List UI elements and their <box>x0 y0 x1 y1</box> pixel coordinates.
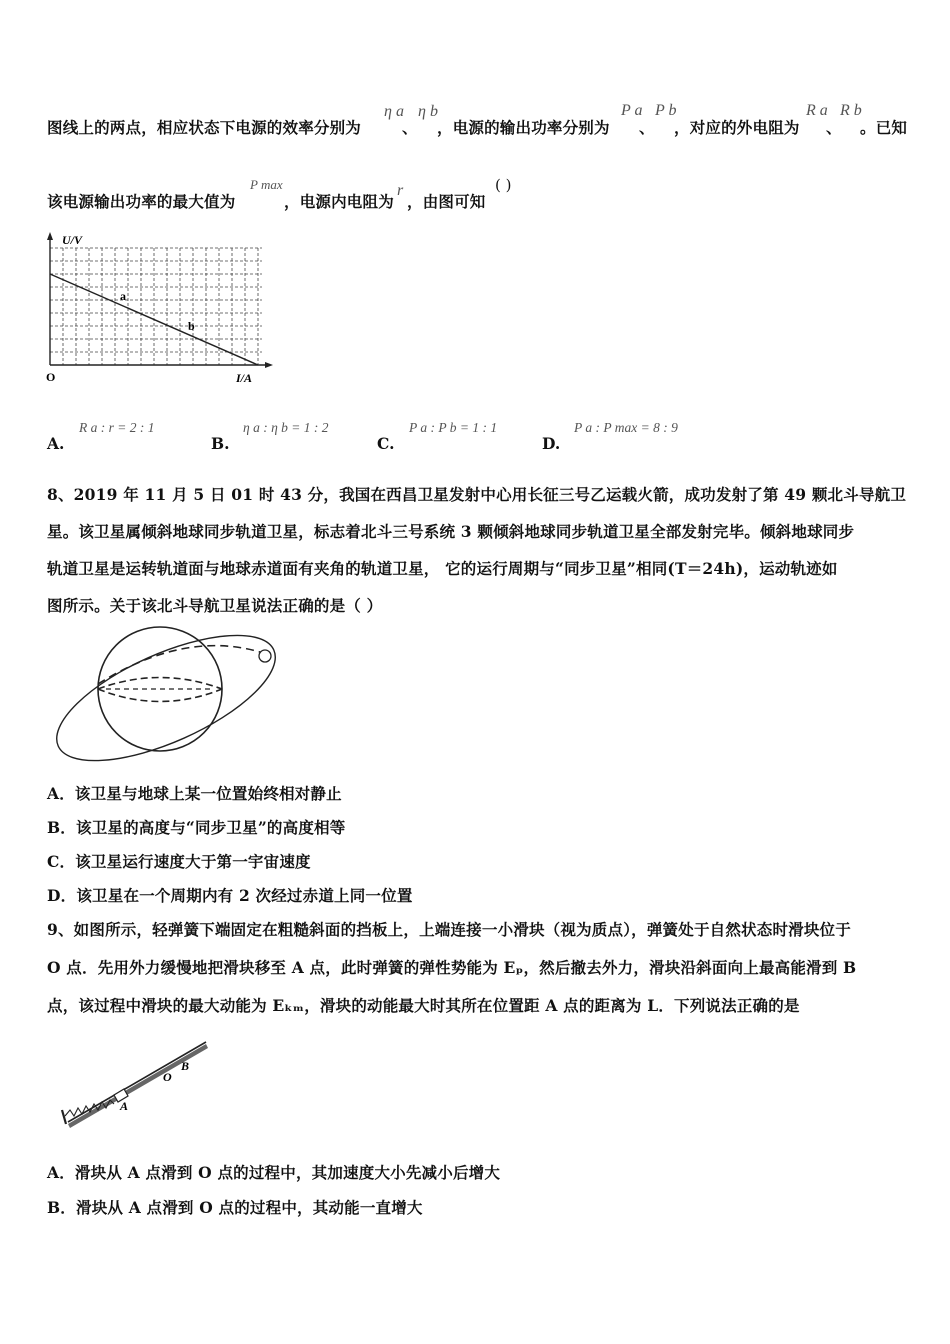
option-expr: P a : P max = 8 : 9 <box>574 420 678 435</box>
y-axis-arrow <box>47 232 53 240</box>
equator-front <box>98 689 222 702</box>
r-symbol: r <box>397 182 404 199</box>
q7-line2-part-c: ，由图可知 <box>407 192 486 211</box>
q7-line1-part-d: 。已知 <box>860 118 908 137</box>
equator-back <box>98 678 222 690</box>
q8-option-d[interactable]: D．该卫星在一个周期内有 2 次经过赤道上同一位置 <box>47 886 413 905</box>
q7-line2-part-a: 该电源输出功率的最大值为 <box>47 192 236 211</box>
option-expr: P a : P b = 1 : 1 <box>409 420 498 435</box>
option-letter: B. <box>211 434 230 453</box>
option-letter: C. <box>377 434 395 453</box>
q9-line2: O 点．先用外力缓慢地把滑块移至 A 点，此时弹簧的弹性势能为 Eₚ，然后撤去外力，滑块沿斜面向上最高能滑到 B <box>47 958 857 977</box>
q8-line1: 8、2019 年 11 月 5 日 01 时 43 分，我国在西昌卫星发射中心用长征三号乙运载火箭，成功发射了第 49 颗北斗导航卫 <box>47 485 907 504</box>
p-b-symbol: P b <box>655 102 677 119</box>
incline-hatching <box>68 1044 208 1128</box>
option-letter: D. <box>542 434 561 453</box>
satellite-orbit-figure <box>44 622 284 762</box>
r-a-symbol: R a <box>806 102 828 119</box>
point-a-label: a <box>120 289 126 303</box>
p-max-symbol: P max <box>250 177 283 192</box>
q7-line1-part-c: ，对应的外电阻为 <box>674 118 800 137</box>
answer-paren: ( ) <box>495 176 512 194</box>
q7-sep3: 、 <box>826 118 842 137</box>
q8-line3: 轨道卫星是运转轨道面与地球赤道面有夹角的轨道卫星， 它的运行周期与“同步卫星”相同(T＝24h)，运动轨迹如 <box>47 559 838 578</box>
label-a: A <box>120 1099 129 1113</box>
option-expr: η a : η b = 1 : 2 <box>243 420 329 435</box>
ui-line <box>50 274 258 365</box>
q7-line1-part-b: ，电源的输出功率分别为 <box>437 118 610 137</box>
p-a-symbol: P a <box>621 102 643 119</box>
q9-option-a[interactable]: A．滑块从 A 点滑到 O 点的过程中，其加速度大小先减小后增大 <box>47 1163 501 1182</box>
ui-graph <box>40 228 280 388</box>
q9-line1: 9、如图所示，轻弹簧下端固定在粗糙斜面的挡板上，上端连接一小滑块（视为质点），弹簧处于自然状态时滑块位于 <box>47 920 851 939</box>
option-letter: A. <box>47 434 65 453</box>
graph-grid <box>50 248 262 365</box>
q8-option-c[interactable]: C．该卫星运行速度大于第一宇宙速度 <box>47 852 311 871</box>
r-b-symbol: R b <box>840 102 862 119</box>
q9-line3: 点，该过程中滑块的最大动能为 Eₖₘ，滑块的动能最大时其所在位置距 A 点的距离为 L．下列说法正确的是 <box>47 996 800 1015</box>
incline-spring-figure <box>56 1036 216 1128</box>
stop-board <box>62 1110 66 1124</box>
q7-line2-part-b: ，电源内电阻为 <box>284 192 394 211</box>
x-axis-label: I/A <box>236 371 253 385</box>
q8-line2: 星。该卫星属倾斜地球同步轨道卫星，标志着北斗三号系统 3 颗倾斜地球同步轨道卫星全部发射完毕。倾斜地球同步 <box>47 522 855 541</box>
label-o: O <box>163 1070 172 1084</box>
eta-a-symbol: η a <box>384 103 404 120</box>
origin-label: O <box>46 370 56 384</box>
point-b-label: b <box>188 319 195 333</box>
y-axis-label: U/V <box>62 233 83 247</box>
q7-sep1: 、 <box>402 118 418 137</box>
q9-option-b[interactable]: B．滑块从 A 点滑到 O 点的过程中，其动能一直增大 <box>47 1198 423 1217</box>
q7-text-line1 <box>47 116 361 138</box>
q8-option-a[interactable]: A．该卫星与地球上某一位置始终相对静止 <box>47 784 342 803</box>
x-axis-arrow <box>265 362 273 368</box>
label-b: B <box>181 1059 190 1073</box>
option-expr: R a : r = 2 : 1 <box>79 420 155 435</box>
q7-sep2: 、 <box>639 118 655 137</box>
satellite <box>259 650 271 662</box>
q8-option-b[interactable]: B．该卫星的高度与“同步卫星”的高度相等 <box>47 818 346 837</box>
q8-line4: 图所示。关于该北斗导航卫星说法正确的是（ ） <box>47 596 383 615</box>
q7-line1-part-a: 图线上的两点，相应状态下电源的效率分别为 <box>47 118 362 137</box>
eta-b-symbol: η b <box>418 103 438 120</box>
orbit-ellipse <box>44 622 284 762</box>
